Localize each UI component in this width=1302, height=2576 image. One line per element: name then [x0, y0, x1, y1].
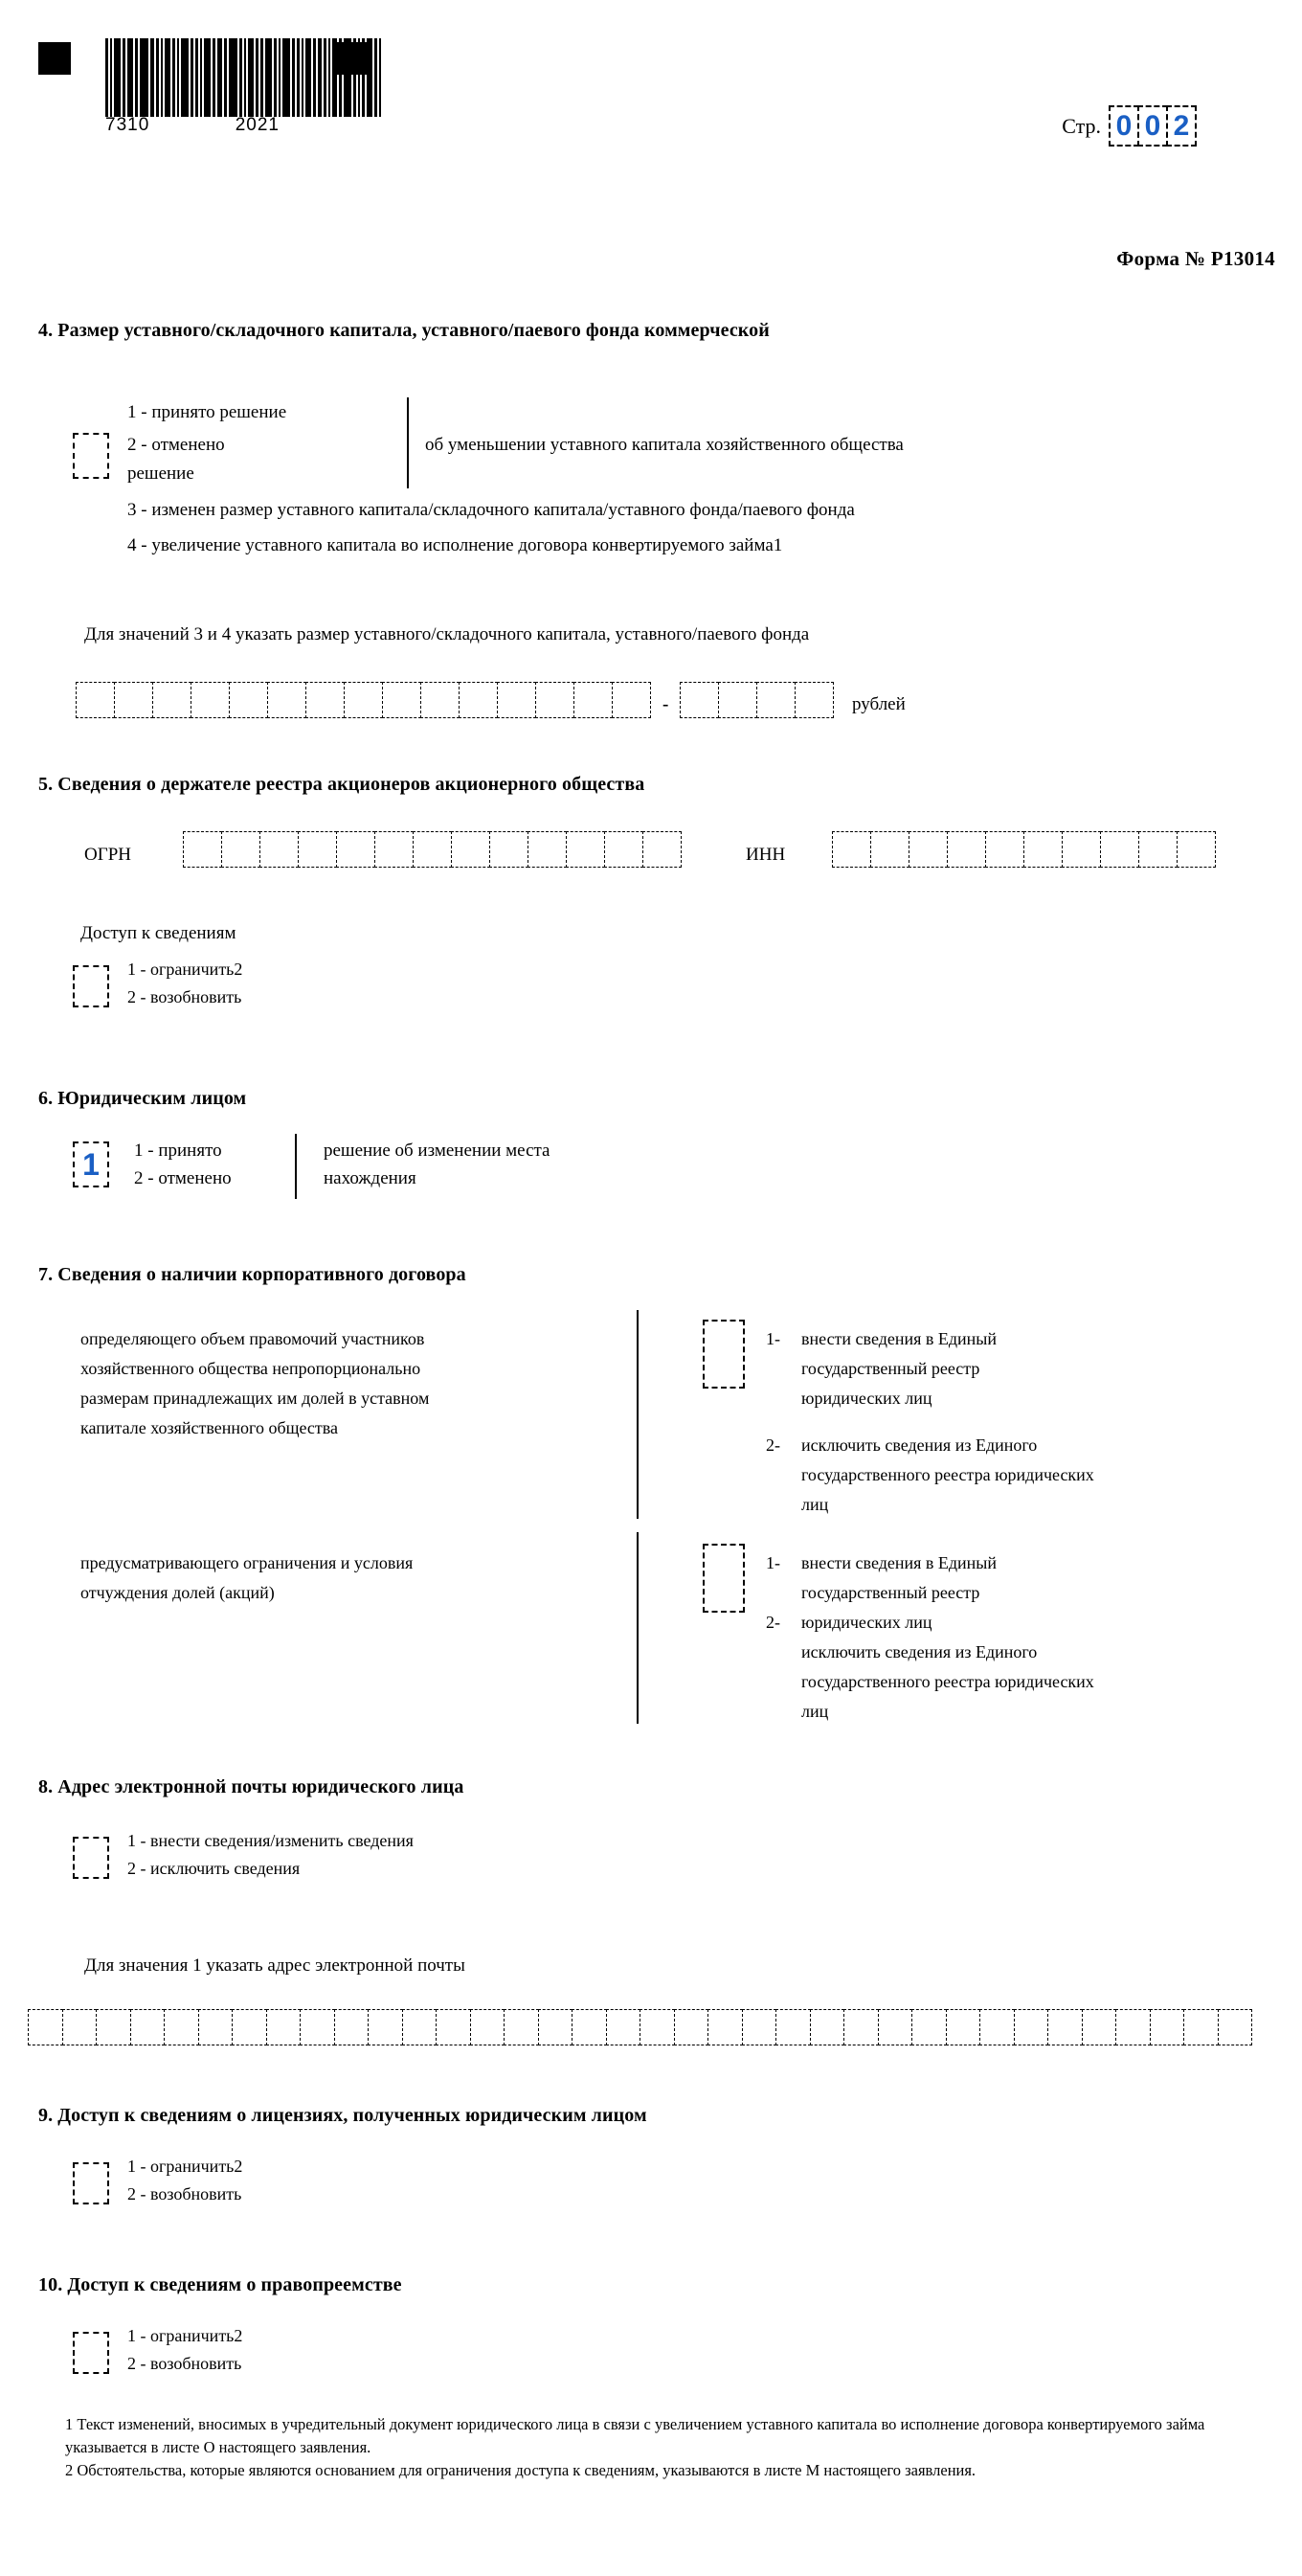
ogrn-field[interactable] — [184, 831, 682, 868]
section-8-title: 8. Адрес электронной почты юридического лица — [38, 1776, 464, 1797]
inn-cell-5[interactable] — [1023, 831, 1063, 868]
email-cell-12[interactable] — [436, 2009, 471, 2045]
section-7-block-1-option-2-line-2: государственного реестра юридических — [801, 1465, 1094, 1484]
amount-integer-cell-0[interactable] — [76, 682, 115, 718]
section-5-title: 5. Сведения о держателе реестра акционеров акционерного общества — [38, 774, 645, 795]
amount-integer-cell-14[interactable] — [612, 682, 651, 718]
barcode-bar — [313, 38, 316, 117]
barcode-bar — [318, 38, 322, 117]
amount-decimal-cell-3[interactable] — [795, 682, 834, 718]
inn-cell-0[interactable] — [832, 831, 871, 868]
section-7-block-2-option-2-line-4: лиц — [801, 1702, 829, 1721]
barcode-bar — [156, 38, 159, 117]
inn-cell-2[interactable] — [909, 831, 948, 868]
inn-cell-4[interactable] — [985, 831, 1024, 868]
page-number-digit-2[interactable]: 2 — [1166, 105, 1197, 147]
amount-integer-cell-8[interactable] — [382, 682, 421, 718]
section-6-title: 6. Юридическим лицом — [38, 1088, 247, 1109]
barcode-bars — [105, 38, 383, 117]
email-cell-33[interactable] — [1150, 2009, 1185, 2045]
section-7-block-1-divider — [637, 1310, 639, 1519]
barcode-bar — [213, 38, 215, 117]
email-cell-31[interactable] — [1082, 2009, 1117, 2045]
barcode-bar — [177, 38, 179, 117]
section-10-option-2: 2 - возобновить — [127, 2354, 242, 2373]
section-6-side-line-1: решение об изменении места — [324, 1141, 550, 1161]
ogrn-cell-11[interactable] — [604, 831, 643, 868]
email-cell-9[interactable] — [334, 2009, 370, 2045]
amount-decimal-cell-0[interactable] — [680, 682, 719, 718]
inn-cell-7[interactable] — [1100, 831, 1139, 868]
inn-cell-6[interactable] — [1062, 831, 1101, 868]
amount-integer-cell-1[interactable] — [114, 682, 153, 718]
amount-integer-cell-6[interactable] — [305, 682, 345, 718]
ogrn-label: ОГРН — [84, 845, 131, 865]
section-9-access-checkbox[interactable] — [73, 2162, 109, 2204]
section-7-block-1-option-1-marker: 1- — [766, 1329, 780, 1348]
page-header — [0, 38, 1302, 163]
barcode-bar — [161, 38, 163, 117]
section-7-block-1-desc-4: капитале хозяйственного общества — [80, 1418, 339, 1437]
section-4-divider — [407, 397, 409, 488]
email-cell-30[interactable] — [1047, 2009, 1083, 2045]
section-6-divider — [295, 1134, 297, 1199]
section-6-side-line-2: нахождения — [324, 1168, 416, 1188]
inn-cell-9[interactable] — [1177, 831, 1216, 868]
barcode-bar — [105, 38, 108, 117]
section-10-option-1: 1 - ограничить2 — [127, 2326, 243, 2345]
inn-field[interactable] — [833, 831, 1216, 868]
amount-decimal-cell-1[interactable] — [718, 682, 757, 718]
section-7-block-2-desc-2: отчуждения долей (акций) — [80, 1583, 275, 1602]
section-4-option-3: 3 - изменен размер уставного капитала/складочного капитала/уставного фонда/паевого фонда — [127, 500, 855, 520]
section-7-block-2-option-1-marker: 1- — [766, 1553, 780, 1572]
email-cell-1[interactable] — [62, 2009, 98, 2045]
barcode-bar — [332, 38, 337, 117]
section-10-access-checkbox[interactable] — [73, 2332, 109, 2374]
ogrn-cell-0[interactable] — [183, 831, 222, 868]
email-cell-21[interactable] — [742, 2009, 777, 2045]
email-cell-22[interactable] — [775, 2009, 811, 2045]
section-7-block-2-option-2-line-3: государственного реестра юридических — [801, 1672, 1094, 1691]
ogrn-cell-1[interactable] — [221, 831, 260, 868]
barcode-bar — [344, 38, 351, 117]
barcode-bar — [114, 38, 121, 117]
amount-integer-cell-10[interactable] — [459, 682, 498, 718]
ogrn-cell-12[interactable] — [642, 831, 682, 868]
ogrn-cell-6[interactable] — [413, 831, 452, 868]
section-7-block-1-option-1-line-2: государственный реестр — [801, 1359, 980, 1378]
footnote-2: 2 Обстоятельства, которые являются основанием для ограничения доступа к сведениям, указываются в листе М настоящего заявления. — [65, 2461, 976, 2479]
ogrn-cell-2[interactable] — [259, 831, 299, 868]
section-4-amount-decimal-field[interactable] — [681, 682, 834, 718]
section-9-option-2: 2 - возобновить — [127, 2184, 242, 2203]
amount-integer-cell-7[interactable] — [344, 682, 383, 718]
amount-integer-cell-5[interactable] — [267, 682, 306, 718]
barcode-bar — [195, 38, 198, 117]
section-5-access-checkbox[interactable] — [73, 965, 109, 1007]
barcode-bar — [362, 38, 365, 117]
email-cell-4[interactable] — [164, 2009, 199, 2045]
email-cell-13[interactable] — [470, 2009, 505, 2045]
barcode-bar — [256, 38, 258, 117]
barcode-bar — [274, 38, 277, 117]
barcode-bar — [324, 38, 326, 117]
amount-integer-cell-12[interactable] — [535, 682, 574, 718]
form-number: Форма № Р13014 — [1116, 247, 1275, 270]
amount-decimal-cell-2[interactable] — [756, 682, 796, 718]
barcode-bar — [339, 38, 342, 117]
email-cell-35[interactable] — [1218, 2009, 1253, 2045]
section-7-block-2-option-1-line-2: государственный реестр — [801, 1583, 980, 1602]
page-number-label: Стр. — [1062, 113, 1101, 138]
barcode-bar — [282, 38, 290, 117]
page-number-digit-1[interactable]: 0 — [1137, 105, 1168, 147]
section-7-block-2-option-2-marker: 2- — [766, 1613, 780, 1632]
barcode-bar — [110, 38, 112, 117]
email-cell-27[interactable] — [946, 2009, 981, 2045]
barcode-bar — [367, 38, 372, 117]
section-7-block-2-option-1-line-1: внести сведения в Единый — [801, 1553, 998, 1572]
barcode-bar — [265, 38, 272, 117]
section-7-block-1-option-2-marker: 2- — [766, 1435, 780, 1455]
email-cell-3[interactable] — [130, 2009, 166, 2045]
section-7-block-2-option-2-line-1: юридических лиц — [801, 1613, 932, 1632]
email-cell-29[interactable] — [1014, 2009, 1049, 2045]
barcode-bar — [374, 38, 377, 117]
email-cell-16[interactable] — [572, 2009, 607, 2045]
section-8-option-2: 2 - исключить сведения — [127, 1859, 301, 1878]
footnote-1: 1 Текст изменений, вносимых в учредительный документ юридического лица в связи с увеличением уставного капитала во исполнение договора конвертируемого займа указывается в листе О настоящего заявления. — [65, 2415, 1205, 2456]
section-4-amount-separator: - — [662, 694, 669, 714]
barcode-bar — [224, 38, 227, 117]
email-cell-20[interactable] — [707, 2009, 743, 2045]
email-cell-2[interactable] — [96, 2009, 131, 2045]
email-cell-5[interactable] — [198, 2009, 234, 2045]
section-4-option-2: 2 - отменено — [127, 435, 225, 455]
email-cell-18[interactable] — [640, 2009, 675, 2045]
section-5-access-option-1: 1 - ограничить2 — [127, 960, 243, 979]
inn-label: ИНН — [746, 845, 786, 865]
barcode-bar — [229, 38, 237, 117]
ogrn-cell-9[interactable] — [528, 831, 567, 868]
barcode-bar — [260, 38, 263, 117]
page-number-cells[interactable] — [1111, 105, 1197, 147]
section-4-title: 4. Размер уставного/складочного капитала, уставного/паевого фонда коммерческой — [38, 320, 770, 341]
email-cell-10[interactable] — [368, 2009, 403, 2045]
section-7-block-2-option-2-line-2: исключить сведения из Единого — [801, 1642, 1038, 1661]
email-cell-6[interactable] — [232, 2009, 267, 2045]
ogrn-cell-7[interactable] — [451, 831, 490, 868]
ogrn-cell-8[interactable] — [489, 831, 528, 868]
section-8-option-1: 1 - внести сведения/изменить сведения — [127, 1831, 414, 1850]
section-7-block-1-desc-3: размерам принадлежащих им долей в уставном — [80, 1389, 430, 1408]
section-7-block-2-divider — [637, 1532, 639, 1724]
section-7-block-1-option-2-line-1: исключить сведения из Единого — [801, 1435, 1038, 1455]
section-7-block-1-option-2-line-3: лиц — [801, 1495, 829, 1514]
email-cell-32[interactable] — [1115, 2009, 1151, 2045]
barcode-bar — [135, 38, 138, 117]
email-cell-11[interactable] — [402, 2009, 438, 2045]
barcode-bar — [302, 38, 303, 117]
section-4-currency-label: рублей — [852, 694, 906, 714]
section-7-block-2-desc-1: предусматривающего ограничения и условия — [80, 1553, 414, 1572]
section-7-block-1-checkbox[interactable] — [703, 1320, 745, 1389]
section-8-action-checkbox[interactable] — [73, 1837, 109, 1879]
section-7-block-2-checkbox[interactable] — [703, 1544, 745, 1613]
amount-integer-cell-11[interactable] — [497, 682, 536, 718]
section-6-decision-checkbox[interactable]: 1 — [73, 1141, 109, 1187]
email-cell-15[interactable] — [538, 2009, 573, 2045]
email-cell-26[interactable] — [911, 2009, 947, 2045]
email-cell-14[interactable] — [504, 2009, 539, 2045]
section-4-decision-checkbox[interactable] — [73, 433, 109, 479]
barcode-digits — [105, 115, 280, 136]
email-cell-7[interactable] — [266, 2009, 302, 2045]
inn-cell-1[interactable] — [870, 831, 909, 868]
section-5-access-label: Доступ к сведениям — [80, 923, 236, 943]
barcode-bar — [328, 38, 330, 117]
ogrn-cell-4[interactable] — [336, 831, 375, 868]
section-4-side-text: об уменьшении уставного капитала хозяйственного общества — [425, 435, 904, 455]
email-cell-8[interactable] — [300, 2009, 335, 2045]
inn-cell-8[interactable] — [1138, 831, 1178, 868]
section-4-option-1: 1 - принято решение — [127, 402, 287, 422]
amount-integer-cell-9[interactable] — [420, 682, 460, 718]
barcode-bar — [204, 38, 211, 117]
page-number-digit-0[interactable]: 0 — [1109, 105, 1139, 147]
barcode-bar — [297, 38, 300, 117]
inn-cell-3[interactable] — [947, 831, 986, 868]
email-cell-25[interactable] — [878, 2009, 913, 2045]
section-4-option-4: 4 - увеличение уставного капитала во исполнение договора конвертируемого займа1 — [127, 535, 783, 555]
barcode-bar — [191, 38, 193, 117]
barcode-bar — [217, 38, 222, 117]
section-9-option-1: 1 - ограничить2 — [127, 2157, 243, 2176]
email-cell-19[interactable] — [674, 2009, 709, 2045]
section-6-option-2: 2 - отменено — [134, 1168, 232, 1188]
barcode-bar — [181, 38, 189, 117]
amount-integer-cell-4[interactable] — [229, 682, 268, 718]
section-10-title: 10. Доступ к сведениям о правопреемстве — [38, 2274, 402, 2295]
barcode-bar — [239, 38, 242, 117]
email-cell-24[interactable] — [843, 2009, 879, 2045]
email-cell-17[interactable] — [606, 2009, 641, 2045]
barcode-bar — [379, 38, 381, 117]
amount-integer-cell-3[interactable] — [191, 682, 230, 718]
footnotes — [65, 2413, 1247, 2482]
section-8-email-hint: Для значения 1 указать адрес электронной почты — [84, 1955, 465, 1976]
barcode-bar — [200, 38, 202, 117]
page-number — [1062, 105, 1197, 147]
barcode-bar — [244, 38, 246, 117]
amount-integer-cell-13[interactable] — [573, 682, 613, 718]
section-5-access-option-2: 2 - возобновить — [127, 987, 242, 1006]
amount-integer-cell-2[interactable] — [152, 682, 191, 718]
barcode-bar — [358, 38, 360, 117]
section-4-amount-hint: Для значений 3 и 4 указать размер уставного/складочного капитала, уставного/паевого фонда — [84, 624, 810, 644]
section-7-block-1-desc-1: определяющего объем правомочий участников — [80, 1329, 425, 1348]
section-7-block-1-option-1-line-3: юридических лиц — [801, 1389, 932, 1408]
email-cell-0[interactable] — [28, 2009, 63, 2045]
barcode-bar — [248, 38, 254, 117]
email-cell-34[interactable] — [1183, 2009, 1219, 2045]
corner-marker-left — [38, 42, 71, 75]
ogrn-cell-3[interactable] — [298, 831, 337, 868]
barcode-bar — [353, 38, 356, 117]
section-9-title: 9. Доступ к сведениям о лицензиях, полученных юридическим лицом — [38, 2105, 647, 2126]
section-7-block-1-option-1-line-1: внести сведения в Единый — [801, 1329, 998, 1348]
barcode-bar — [140, 38, 148, 117]
barcode-bar — [123, 38, 125, 117]
barcode-digits-left: 7310 — [105, 115, 150, 135]
section-6-option-1: 1 - принято — [134, 1141, 222, 1161]
barcode-bar — [172, 38, 175, 117]
ogrn-cell-10[interactable] — [566, 831, 605, 868]
email-cell-28[interactable] — [979, 2009, 1015, 2045]
barcode-bar — [165, 38, 170, 117]
barcode-bar — [292, 38, 295, 117]
barcode-bar — [150, 38, 154, 117]
ogrn-cell-5[interactable] — [374, 831, 414, 868]
section-4-option-2-cont: решение — [127, 463, 194, 484]
email-cell-23[interactable] — [810, 2009, 845, 2045]
section-7-block-1-desc-2: хозяйственного общества непропорционально — [80, 1359, 421, 1378]
barcode-digits-right: 2021 — [235, 115, 280, 135]
section-4-amount-integer-field[interactable] — [77, 682, 651, 718]
section-7-title: 7. Сведения о наличии корпоративного договора — [38, 1264, 466, 1285]
barcode-bar — [279, 38, 281, 117]
email-field[interactable] — [29, 2009, 1252, 2045]
barcode-bar — [305, 38, 311, 117]
barcode-bar — [127, 38, 133, 117]
barcode — [38, 38, 373, 163]
